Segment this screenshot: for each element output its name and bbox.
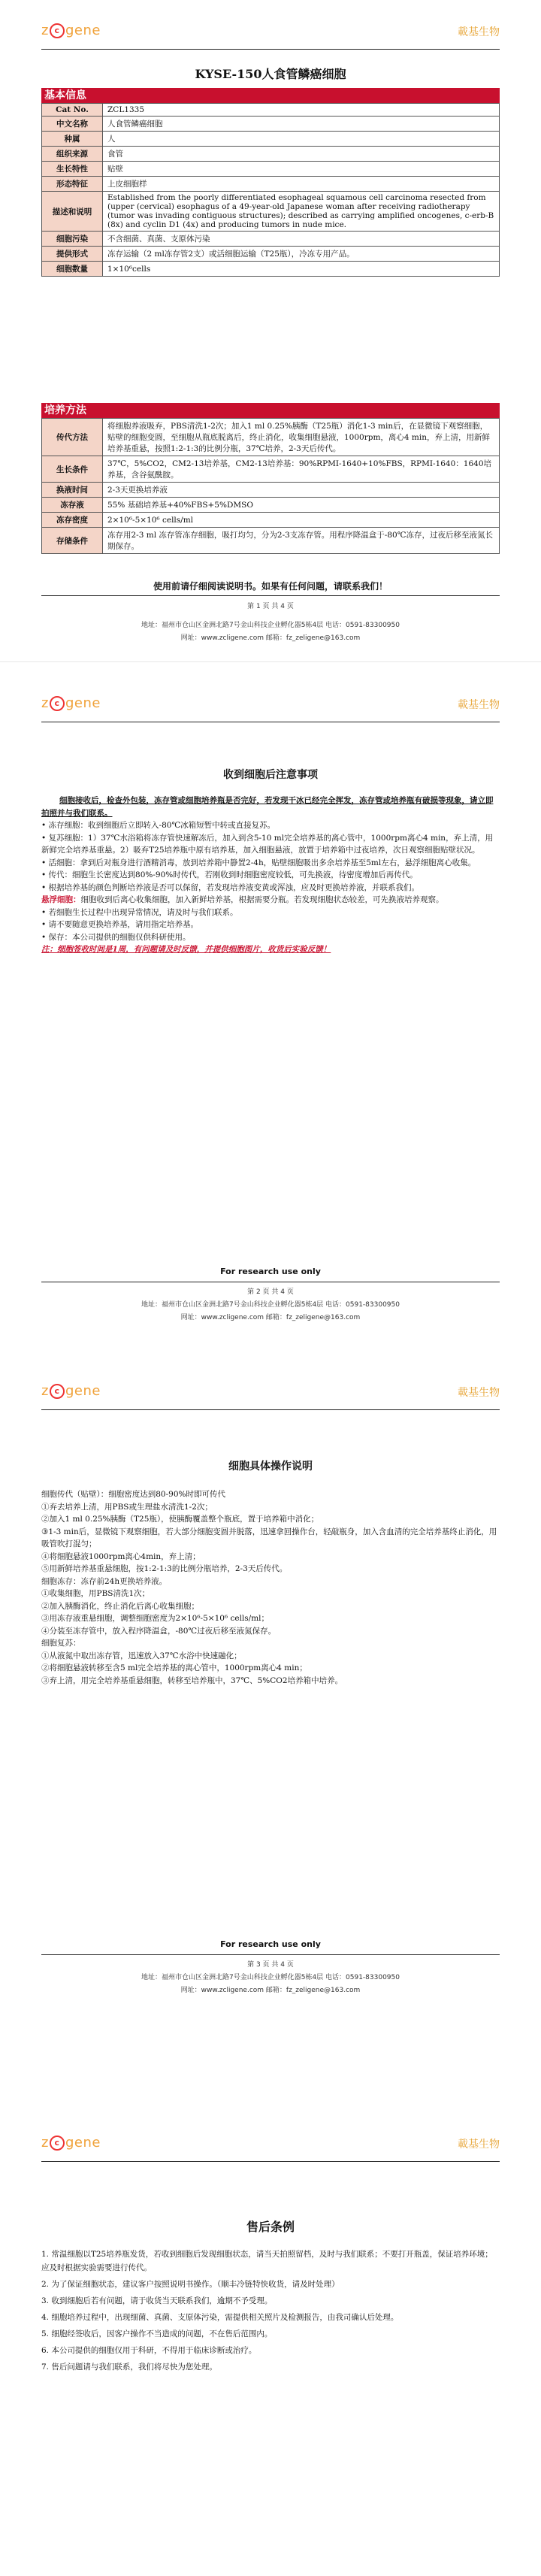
- notice-list-2: [41, 907, 500, 944]
- page-4: [0, 2030, 541, 2576]
- row-value: 贴壁: [103, 162, 500, 177]
- closing-note: 使用前请仔细阅读说明书。如果有任何问题，请联系我们！: [153, 581, 388, 592]
- instruction-line: ②加入胰酶消化，终止消化后离心收集细胞；: [41, 1601, 199, 1611]
- table-row: [42, 147, 500, 162]
- section-basic-info: 基本信息: [41, 88, 500, 103]
- table-row: [42, 104, 500, 117]
- row-value: 55% 基础培养基+40%FBS+5%DMSO: [103, 498, 500, 513]
- warning-note: 注：细胞签收时间是1周，有问题请及时反馈，并提供细胞图片，收货后实验反馈！: [41, 945, 331, 954]
- page-header: [41, 15, 500, 50]
- row-value: 人食管鳞癌细胞: [103, 117, 500, 132]
- suspension-text: 细胞收到后离心收集细胞，加入新鲜培养基，根据需要分瓶。若发现细胞状态较差，可先换液培养观察。: [80, 895, 444, 904]
- row-label: 中文名称: [42, 117, 103, 132]
- table-row: [42, 247, 500, 262]
- row-label: Cat No.: [42, 104, 103, 117]
- operation-body: [41, 1488, 500, 1687]
- row-value: 将细胞养液吸弃，PBS清洗1-2次；加入1 ml 0.25%胰酶（T25瓶）消化1-3 min后，在显微镜下观察细胞，贴壁的细胞变圆，至细胞从瓶底脱离后，终止消化，收集细胞悬液，1000rpm，离心4 min，弃上清，用新鲜培养基重悬，按照1:2-1:3的比例分瓶，37℃培养，2-3天后传代。: [103, 419, 500, 456]
- row-label: 描述和说明: [42, 192, 103, 232]
- brand-logo: z c gene: [41, 23, 101, 38]
- suspension-note: [41, 894, 500, 907]
- list-item: • 冻存细胞：收到细胞后立即转入-80℃冰箱短暂中转或直接复苏。: [41, 819, 500, 832]
- table-row: [42, 483, 500, 498]
- instruction-line: ③用冻存液重悬细胞，调整细胞密度为2×10⁶-5×10⁶ cells/ml；: [41, 1614, 270, 1623]
- list-item: • 根据培养基的颜色判断培养液是否可以保留，若发现培养液变黄或浑浊，应及时更换培养液，并联系我们。: [41, 882, 500, 894]
- brand-name: 載基生物: [458, 699, 500, 711]
- row-value: 2-3天更换培养液: [103, 483, 500, 498]
- row-label: 存储条件: [42, 528, 103, 554]
- aftersales-item: 7. 售后问题请与我们联系，我们将尽快为您处理。: [41, 2363, 217, 2372]
- research-use-label: For research use only: [220, 1939, 321, 1949]
- page-number: 第 3 页 共 4 页: [247, 1961, 294, 1969]
- culture-method-table: [41, 418, 500, 554]
- suspension-label: 悬浮细胞：: [41, 895, 81, 904]
- row-value: 冻存用2-3 ml 冻存管冻存细胞，吸打均匀，分为2-3支冻存管。用程序降温盒于-80℃冻存，过夜后移至液氮长期保存。: [103, 528, 500, 554]
- instruction-line: ②将细胞悬液转移至含5 ml完全培养基的离心管中，1000rpm离心4 min；: [41, 1663, 307, 1672]
- table-row: [42, 132, 500, 147]
- instruction-line: ①弃去培养上清，用PBS或生理盐水清洗1-2次；: [41, 1502, 213, 1512]
- table-row: [42, 192, 500, 232]
- row-label: 细胞污染: [42, 232, 103, 247]
- row-label: 换液时间: [42, 483, 103, 498]
- brand-logo: z c gene: [41, 2135, 101, 2151]
- instruction-line: 细胞冻存：冻存前24h更换培养液。: [41, 1576, 168, 1586]
- row-value: Established from the poorly differentiated esophageal squamous cell carcinoma resected from (upper (cervical) esophagus of a 49-year-old Japanese woman after receiving radiotherapy (tumor was invading contiguous structures); described as carrying amplified oncogenes, c-erb-B (8x) and cyclin D1 (4x) and producing tumors in nude mice.: [103, 192, 500, 232]
- brand-name: 載基生物: [458, 1387, 500, 1399]
- aftersales-title: 售后条例: [246, 2220, 295, 2234]
- row-label: 种属: [42, 132, 103, 147]
- row-label: 提供形式: [42, 247, 103, 262]
- row-label: 细胞数量: [42, 262, 103, 277]
- row-value: 冻存运输（2 ml冻存管2支）或活细胞运输（T25瓶），冷冻专用产品。: [103, 247, 500, 262]
- row-label: 组织来源: [42, 147, 103, 162]
- page-header: [41, 1376, 500, 1410]
- page-number: 第 1 页 共 4 页: [247, 603, 294, 610]
- brand-logo: z c gene: [41, 695, 101, 711]
- list-item: • 保存：本公司提供的细胞仅供科研使用。: [41, 931, 500, 944]
- aftersales-body: [41, 2248, 500, 2377]
- table-row: [42, 419, 500, 456]
- aftersales-item: 1. 常温细胞以T25培养瓶发货，若收到细胞后发现细胞状态，请当天拍照留档，及时与我们联系；不要打开瓶盖，保证培养环境；应及时根据实验需要进行传代。: [41, 2250, 493, 2272]
- page-footer: [0, 601, 541, 610]
- research-use-label: For research use only: [220, 1267, 321, 1276]
- header-rule: [41, 1409, 500, 1410]
- operation-title: 细胞具体操作说明: [228, 1461, 313, 1473]
- footer-address-text: 地址：福州市仓山区金洲北路7号金山科技企业孵化器5栋4层 电话：0591-83300950: [141, 622, 400, 629]
- footer-address-text: 地址：福州市仓山区金洲北路7号金山科技企业孵化器5栋4层 电话：0591-83300950: [141, 1974, 400, 1981]
- list-item: • 请不要随意更换培养基，请用指定培养基。: [41, 919, 500, 931]
- table-row: [42, 262, 500, 277]
- row-label: 冻存液: [42, 498, 103, 513]
- list-item: • 传代：细胞生长密度达到80%-90%时传代，若刚收到时细胞密度较低，可先换液，待密度增加后再传代。: [41, 869, 500, 882]
- instruction-line: ③1-3 min后，显微镜下观察细胞，若大部分细胞变圆并脱落，迅速拿回操作台，轻敲瓶身，加入含血清的完全培养基终止消化，用吸管吹打混匀；: [41, 1527, 497, 1548]
- row-label: 生长条件: [42, 456, 103, 483]
- footer-rule: [41, 1954, 500, 1955]
- aftersales-item: 3. 收到细胞后若有问题，请于收货当天联系我们，逾期不予受理。: [41, 2296, 273, 2305]
- page-footer: [0, 1959, 541, 1994]
- row-value: 不含细菌、真菌、支原体污染: [103, 232, 500, 247]
- row-value: 食管: [103, 147, 500, 162]
- page-1: [0, 0, 541, 610]
- brand-name: 載基生物: [458, 2139, 500, 2151]
- row-value: ZCL1335: [103, 104, 500, 117]
- footer-contact-text: 网址：www.zcligene.com 邮箱：fz_zeligene@163.com: [180, 634, 361, 642]
- aftersales-item: 2. 为了保证细胞状态，建议客户按照说明书操作。（顺丰冷链特快收货，请及时处理）: [41, 2280, 340, 2289]
- instruction-line: ④分装至冻存管中，放入程序降温盒，-80℃过夜后移至液氮保存。: [41, 1626, 277, 1636]
- row-value: 1×10⁶cells: [103, 262, 500, 277]
- instruction-line: ③弃上清，用完全培养基重悬细胞，转移至培养瓶中，37℃、5%CO2培养箱中培养。: [41, 1675, 343, 1685]
- aftersales-item: 4. 细胞培养过程中，出现细菌、真菌、支原体污染，需提供相关照片及检测报告，由我司确认后处理。: [41, 2313, 399, 2322]
- row-label: 传代方法: [42, 419, 103, 456]
- brand-logo: z c gene: [41, 1383, 101, 1399]
- instruction-line: ④将细胞悬液1000rpm离心4min，弃上清；: [41, 1551, 201, 1561]
- brand-name: 載基生物: [458, 26, 500, 38]
- list-item: • 若细胞生长过程中出现异常情况，请及时与我们联系。: [41, 907, 500, 919]
- row-label: 冻存密度: [42, 513, 103, 528]
- page-header: [41, 688, 500, 722]
- page-gap: [0, 661, 541, 662]
- table-row: [42, 528, 500, 554]
- instruction-line: ①从液氮中取出冻存管，迅速放入37℃水浴中快速融化；: [41, 1651, 242, 1660]
- footer-contact-text: 网址：www.zcligene.com 邮箱：fz_zeligene@163.com: [180, 1987, 361, 1994]
- page-number: 第 2 页 共 4 页: [247, 1288, 294, 1296]
- footer-contact-text: 网址：www.zcligene.com 邮箱：fz_zeligene@163.com: [180, 1314, 361, 1321]
- row-value: 上皮细胞样: [103, 177, 500, 192]
- section-culture-method: 培养方法: [41, 403, 500, 418]
- row-label: 形态特征: [42, 177, 103, 192]
- header-rule: [41, 49, 500, 50]
- aftersales-item: 5. 细胞经签收后，因客户操作不当造成的问题，不在售后范围内。: [41, 2329, 273, 2338]
- instruction-line: ⑤用新鲜培养基重悬细胞，按1:2-1:3的比例分瓶培养，2-3天后传代。: [41, 1564, 288, 1573]
- header-rule: [41, 2161, 500, 2162]
- footer-rule: [41, 595, 500, 596]
- table-row: [42, 162, 500, 177]
- instruction-line: 细胞复苏：: [41, 1639, 81, 1648]
- table-row: [42, 498, 500, 513]
- product-title: KYSE-150人食管鳞癌细胞: [195, 67, 346, 81]
- row-value: 37℃，5%CO2，CM2-13培养基，CM2-13培养基：90%RPMI-1640+10%FBS，RPMI-1640：1640培养基，含谷氨酰胺。: [103, 456, 500, 483]
- table-row: [42, 513, 500, 528]
- notice-list: [41, 819, 500, 894]
- page-footer: [0, 1286, 541, 1321]
- table-row: [42, 117, 500, 132]
- page-header: [41, 2127, 500, 2162]
- footer-address-text: 地址：福州市仓山区金洲北路7号金山科技企业孵化器5栋4层 电话：0591-83300950: [141, 1301, 400, 1309]
- list-item: • 复苏细胞：1）37℃水浴箱将冻存管快速解冻后，加入到含5-10 ml完全培养基的离心管中，1000rpm离心4 min，弃上清，用新鲜完全培养基重悬。2）吸弃T25培养瓶中原有培养基，加入细胞悬液，放置于培养箱中过夜培养，次日观察细胞贴壁状况。: [41, 832, 500, 857]
- aftersales-item: 6. 本公司提供的细胞仅用于科研，不得用于临床诊断或治疗。: [41, 2346, 257, 2355]
- notice-title: 收到细胞后注意事项: [223, 769, 318, 781]
- table-row: [42, 456, 500, 483]
- instruction-line: 细胞传代（贴壁）：细胞密度达到80-90%时即可传代: [41, 1490, 225, 1499]
- instruction-line: ①收集细胞，用PBS清洗1次；: [41, 1589, 150, 1598]
- basic-info-table: [41, 103, 500, 277]
- row-label: 生长特性: [42, 162, 103, 177]
- footer-address: [0, 616, 541, 642]
- notice-intro: 细胞接收后，检查外包装，冻存管或细胞培养瓶是否完好，若发现干冰已经完全挥发，冻存管或培养瓶有破损等现象，请立即拍照并与我们联系。: [41, 796, 494, 818]
- row-value: 2×10⁶-5×10⁶ cells/ml: [103, 513, 500, 528]
- list-item: • 活细胞：拿到后对瓶身进行酒精消毒，放到培养箱中静置2-4h，贴壁细胞吸出多余培养基至5ml左右，悬浮细胞离心收集。: [41, 857, 500, 870]
- table-row: [42, 232, 500, 247]
- instruction-line: ②加入1 ml 0.25%胰酶（T25瓶），使胰酶覆盖整个瓶底，置于培养箱中消化；: [41, 1515, 319, 1524]
- notice-body: [41, 795, 500, 956]
- table-row: [42, 177, 500, 192]
- page-3: [0, 1368, 541, 2037]
- row-value: 人: [103, 132, 500, 147]
